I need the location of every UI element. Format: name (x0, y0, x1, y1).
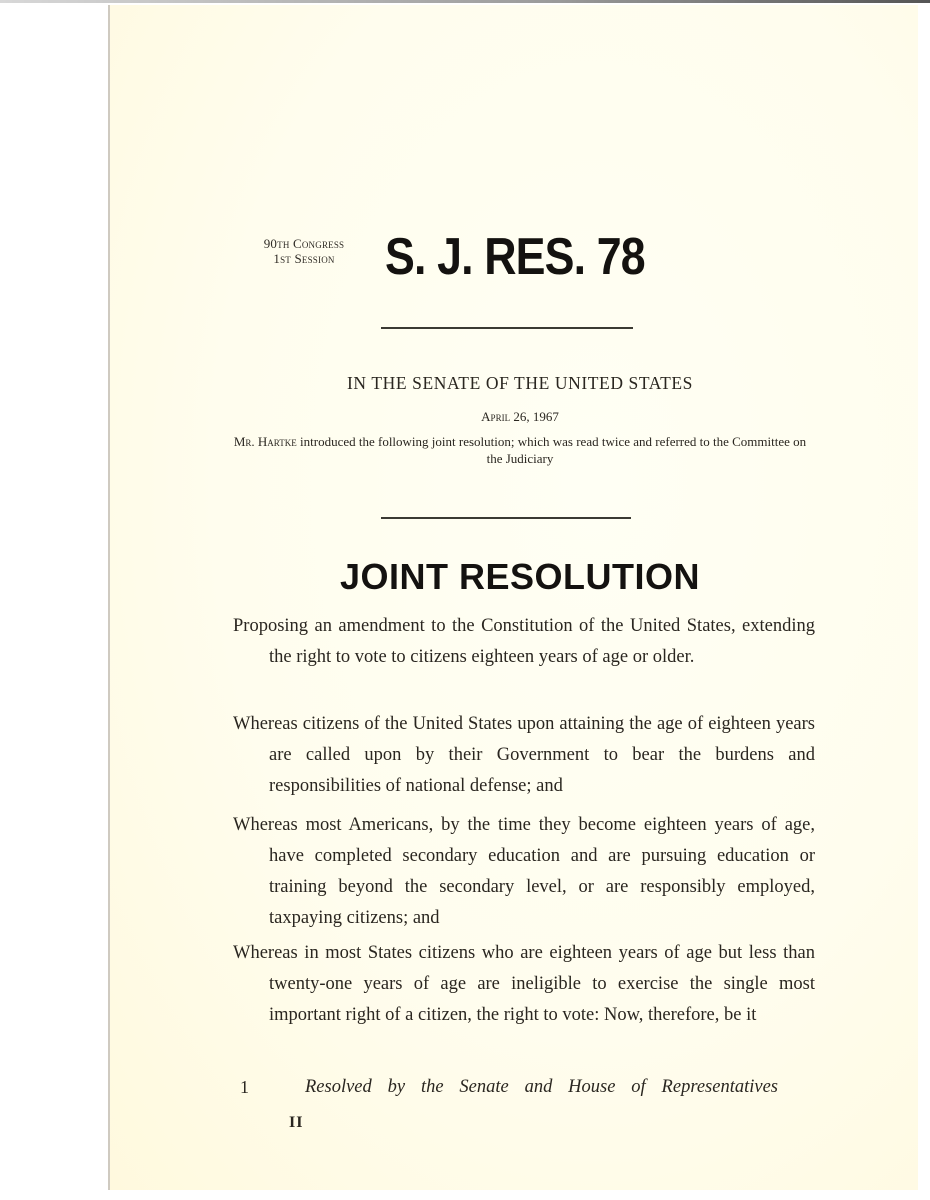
document-type-title: JOINT RESOLUTION (339, 556, 701, 597)
chamber-heading: IN THE SENATE OF THE UNITED STATES (347, 373, 693, 393)
purpose-paragraph: Proposing an amendment to the Constitution of the United States, extending the right to vote to citizens eighteen years of age or older. (233, 616, 815, 667)
resolving-clause: Resolved by the Senate and House of Representatives (305, 1077, 778, 1097)
bill-number: S. J. RES. 78 (385, 228, 645, 286)
scan-top-edge (0, 0, 930, 3)
line-number: 1 (240, 1077, 249, 1097)
session-number: 1st Session (273, 251, 335, 266)
whereas-clause: Whereas in most States citizens who are eighteen years of age but less than twenty-one years of age are ineligible to exercise the single most important right of a citizen, the right to vote: Now, therefore, be it (233, 943, 815, 1025)
divider-rule-top (381, 327, 633, 329)
whereas-clause: Whereas citizens of the United States upon attaining the age of eighteen years are called upon by their Government to bear the burdens and responsibilities of national defense; and (233, 714, 815, 796)
print-mark: II (289, 1114, 304, 1131)
congress-session-label (236, 236, 372, 266)
introduction-date: April 26, 1967 (481, 409, 559, 424)
introduction-text: introduced the following joint resolution; which was read twice and referred to the Committee on the Judiciary (296, 434, 807, 466)
whereas-clause: Whereas most Americans, by the time they become eighteen years of age, have completed secondary education and are pursuing education or training beyond the secondary level, or are responsibly employed, taxpaying citizens; and (233, 815, 815, 928)
congress-number: 90th Congress (263, 236, 345, 251)
introduction-statement (230, 433, 810, 467)
sponsor-name: Mr. Hartke (233, 434, 297, 449)
divider-rule-bottom (381, 517, 631, 519)
